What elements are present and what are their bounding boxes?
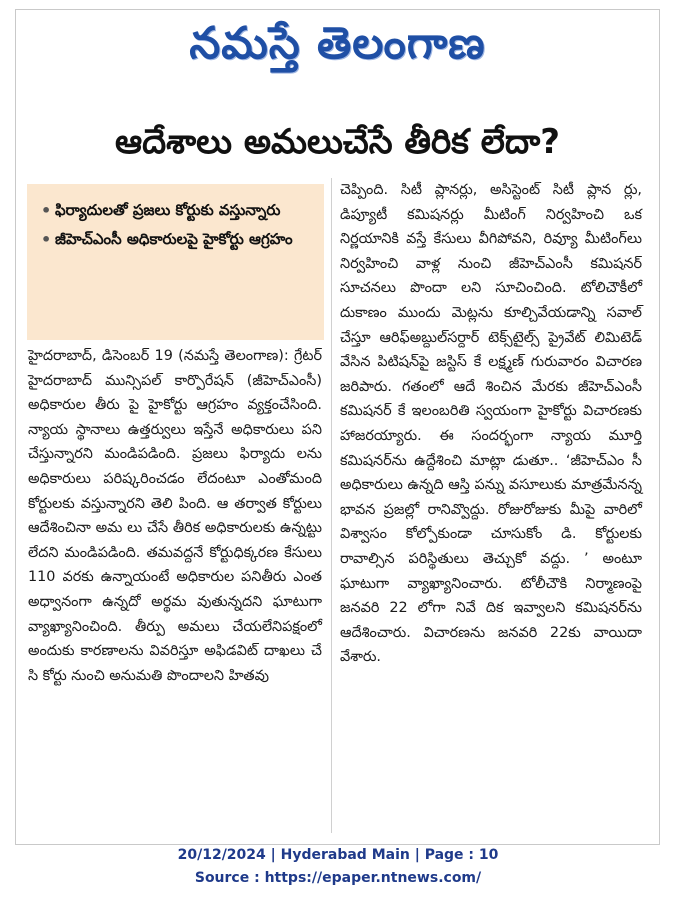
column-divider [331, 178, 332, 833]
article-column-right: చెప్పింది. సిటీ ప్లానర్లు, అసిస్టెంట్ సిటీ ప్లాన ర్లు, డిప్యూటీ కమిషనర్లు మీటింగ్ నిర్వహించి ఒక నిర్ణయానికి వస్తే కేసులు వీగిపోవని, రివ్యూ మీటింగ్‌లు నిర్వహించి వాళ్ల నుంచి జీహెచ్‌ఎంసీ కమిషనర్ సూచనలు పొందా లని సూచించింది. టోలిచౌకీలో దుకాణం ముందు మెట్లను కూల్చివేయడాన్ని సవాల్ చేస్తూ ఆరిఫ్‌అబ్దుల్‌సర్దార్ టెక్స్‌టైల్స్ ప్రైవేట్ లిమిటెడ్ వేసిన పిటిషన్‌పై జస్టిస్ కే లక్ష్మణ్ గురువారం విచారణ జరిపారు. గతంలో ఆదే శించిన మేరకు జీహెచ్‌ఎంసీ కమిషనర్ కే ఇలంబరితి స్వయంగా హైకోర్టు విచారణకు హాజరయ్యారు. ఈ సందర్భంగా న్యాయ మూర్తి కమిషనర్‌ను ఉద్దేశించి మాట్లా డుతూ.. ‘జీహెచ్‌ఎం సీ అధికారులు ఉన్నది ఆస్తి పన్ను వసూలుకు మాత్రమేనన్న భావన ప్రజల్లో రానివ్వొద్దు. రోజురోజుకు మీపై వారిలో విశ్వాసం కోల్పోకుండా చూసుకోం డి. కోర్టులకు రావాల్సిన పరిస్థితులు తెచ్చుకో వద్దు. ’ అంటూ ఘాటుగా వ్యాఖ్యానించారు. టోలీచౌకి నిర్మాణంపై జనవరి 22 లోగా నివే దిక ఇవ్వాలని కమిషనర్‌ను ఆదేశించారు. విచారణను జనవరి 22కు వాయిదా వేశారు. [340, 182, 642, 666]
bullet-icon: • [41, 201, 52, 220]
edition-info: 20/12/2024 | Hyderabad Main | Page : 10 [177, 847, 499, 863]
highlight-item [41, 196, 314, 225]
article-column-left: హైదరాబాద్, డిసెంబర్ 19 (నమస్తే తెలంగాణ): గ్రేటర్ హైదరాబాద్ మున్సిపల్ కార్పొరేషన్ (జీహెచ్‌ఎంసీ) అధికారుల తీరు పై హైకోర్టు ఆగ్రహం వ్యక్తంచేసింది. న్యాయ స్థానాలు ఉత్తర్వులు ఇస్తేనే అధికారులు పని చేస్తున్నారని మండిపడింది. ప్రజలు ఫిర్యాదు లను అధికారులు పరిష్కరించడం లేదంటూ ఎంతోమంది కోర్టులకు వస్తున్నారని తెలి పింది. ఆ తర్వాత కోర్టులు ఆదేశించినా అమ లు చేసే తీరిక అధికారులకు ఉన్నట్టు లేదని మండిపడింది. తమవద్దనే కోర్టుధిక్కరణ కేసులు 110 వరకు ఉన్నాయంటే అధికారుల పనితీరు ఎంత అధ్వానంగా ఉన్నదో అర్థమ వుతున్నదని ఘాటుగా వ్యాఖ్యానించింది. తీర్పు అమలు చేయలేనిపక్షంలో అందుకు కారణాలను వివరిస్తూ అఫిడవిట్ దాఖలు చే సి కోర్టు నుంచి అనుమతి పొందాలని హితవు [28, 348, 322, 684]
source-link[interactable]: Source : https://epaper.ntnews.com/ [194, 870, 482, 886]
article-headline: ఆదేశాలు అమలుచేసే తీరిక లేదా? [115, 122, 560, 162]
highlight-item [41, 225, 314, 254]
clipping-frame [15, 9, 660, 845]
highlights-box [27, 184, 324, 340]
bullet-icon: • [41, 230, 52, 249]
highlight-text: జీహెచ్‌ఎంసీ అధికారులపై హైకోర్టు ఆగ్రహం [55, 230, 293, 248]
newspaper-masthead: నమస్తే తెలంగాణ [189, 18, 486, 69]
highlight-text: ఫిర్యాదులతో ప్రజలు కోర్టుకు వస్తున్నారు [55, 201, 281, 219]
